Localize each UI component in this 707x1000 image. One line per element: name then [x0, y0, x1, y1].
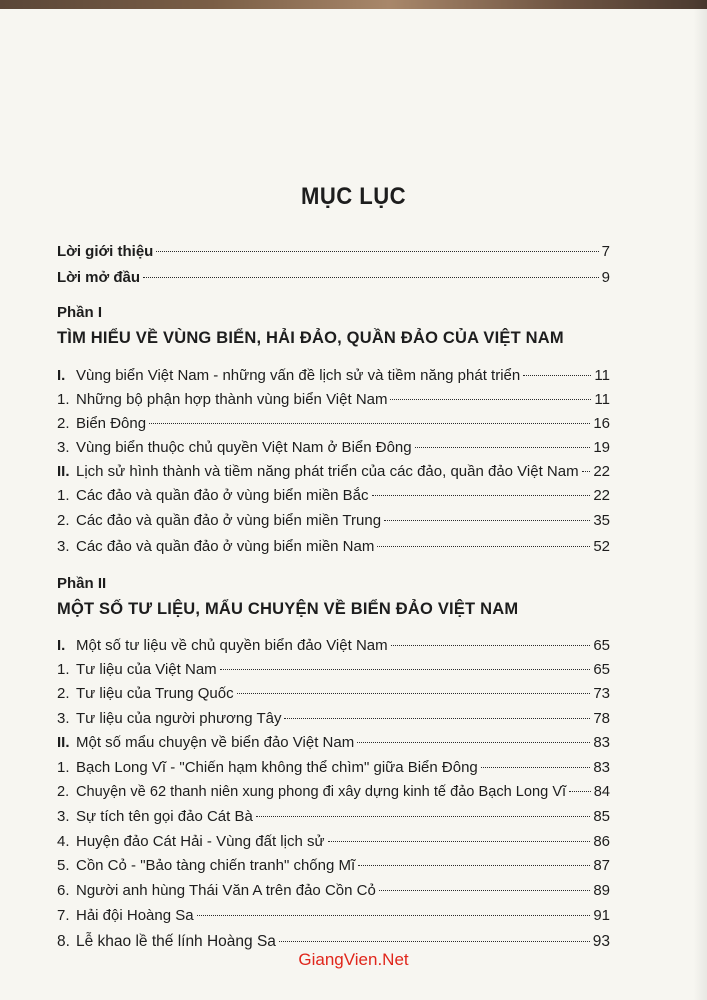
dot-leader: [284, 718, 590, 719]
toc-entry[interactable]: [57, 880, 610, 902]
toc-entry[interactable]: [57, 389, 610, 411]
page-number: 22: [593, 487, 610, 504]
entry-text: Tư liệu của người phương Tây: [76, 710, 282, 727]
dot-leader: [279, 941, 590, 942]
dot-leader: [328, 841, 591, 842]
page-number: 22: [593, 463, 610, 480]
entry-number: 7.: [57, 907, 70, 924]
entry-text: Hải đội Hoàng Sa: [76, 907, 194, 924]
entry-number: 1.: [57, 487, 70, 504]
entry-text: Lời giới thiệu: [57, 243, 154, 260]
dot-leader: [390, 399, 591, 400]
watermark: GiangVien.Net: [298, 950, 409, 969]
entry-text: Tư liệu của Việt Nam: [76, 661, 217, 678]
toc-entry[interactable]: [57, 806, 610, 828]
dot-leader: [197, 915, 591, 916]
dot-leader: [372, 495, 591, 496]
toc-title: MỤC LỤC: [300, 183, 407, 210]
page-number: 9: [601, 269, 610, 286]
entry-number: 6.: [57, 882, 70, 899]
dot-leader: [523, 375, 591, 376]
page-number: 7: [601, 243, 610, 260]
entry-text: Một số tư liệu về chủ quyền biển đảo Việt Nam: [76, 637, 388, 654]
dot-leader: [415, 447, 591, 448]
page-number: 73: [593, 685, 610, 702]
entry-number: 3.: [57, 439, 70, 456]
entry-text: Các đảo và quần đảo ở vùng biển miền Bắc: [76, 487, 369, 504]
part2-title: MỘT SỐ TƯ LIỆU, MẨU CHUYỆN VỀ BIỂN ĐẢO VIỆT NAM: [57, 600, 519, 618]
page-number: 65: [593, 637, 610, 654]
toc-entry-preface[interactable]: [57, 267, 610, 289]
toc-entry-intro[interactable]: [57, 241, 610, 263]
dot-leader: [156, 251, 598, 252]
entry-text: Lịch sử hình thành và tiềm năng phát triển của các đảo, quần đảo Việt Nam: [76, 463, 579, 480]
dot-leader: [237, 693, 591, 694]
dot-leader: [149, 423, 590, 424]
entry-number: 2.: [57, 415, 70, 432]
dot-leader: [256, 816, 590, 817]
toc-entry[interactable]: [57, 831, 610, 853]
toc-entry[interactable]: [57, 437, 610, 459]
entry-text: Lời mở đầu: [57, 269, 140, 286]
page-number: 16: [593, 415, 610, 432]
page-number: 84: [593, 784, 610, 800]
entry-text: Huyện đảo Cát Hải - Vùng đất lịch sử: [76, 833, 325, 850]
entry-text: Một số mẩu chuyện về biển đảo Việt Nam: [76, 734, 355, 751]
toc-entry[interactable]: [57, 905, 610, 927]
toc-entry[interactable]: [57, 536, 610, 558]
entry-number: 8.: [57, 933, 70, 950]
page-number: 52: [593, 538, 610, 555]
page-number: 83: [593, 734, 610, 751]
entry-number: 1.: [57, 759, 70, 776]
page-number: 91: [593, 907, 610, 924]
entry-number: I.: [57, 637, 66, 654]
page-number: 85: [593, 808, 610, 825]
page-number: 11: [594, 391, 610, 408]
dot-leader: [220, 669, 591, 670]
toc-entry[interactable]: [57, 683, 610, 705]
dot-leader: [481, 767, 591, 768]
page-number: 35: [593, 512, 610, 529]
photo-top-edge: [0, 0, 707, 9]
entry-number: II.: [57, 463, 70, 480]
page-number: 11: [594, 367, 610, 384]
toc-entry[interactable]: [57, 659, 610, 681]
page-number: 93: [592, 933, 610, 950]
entry-number: 2.: [57, 784, 70, 800]
page-number: 87: [593, 857, 610, 874]
page-number: 89: [593, 882, 610, 899]
entry-number: 4.: [57, 833, 70, 850]
entry-number: 5.: [57, 857, 70, 874]
part2-label: Phần II: [57, 575, 107, 592]
dot-leader: [569, 791, 591, 792]
dot-leader: [377, 546, 590, 547]
entry-text: Người anh hùng Thái Văn A trên đảo Cồn Cỏ: [76, 882, 376, 899]
toc-entry[interactable]: [57, 485, 610, 507]
dot-leader: [358, 865, 590, 866]
toc-entry[interactable]: [57, 708, 610, 730]
toc-entry[interactable]: [57, 510, 610, 532]
entry-number: 1.: [57, 661, 70, 678]
dot-leader: [391, 645, 591, 646]
entry-text: Cồn Cỏ - "Bảo tàng chiến tranh" chống Mĩ: [76, 857, 356, 874]
toc-entry[interactable]: [57, 365, 610, 387]
dot-leader: [143, 277, 599, 278]
dot-leader: [357, 742, 590, 743]
entry-text: Những bộ phận hợp thành vùng biển Việt Nam: [76, 391, 388, 408]
dot-leader: [582, 471, 591, 472]
page-number: 83: [593, 759, 610, 776]
part1-title: TÌM HIỂU VỀ VÙNG BIỂN, HẢI ĐẢO, QUẦN ĐẢO CỦA VIỆT NAM: [57, 329, 564, 347]
dot-leader: [379, 890, 591, 891]
toc-entry[interactable]: [57, 732, 610, 754]
entry-number: 3.: [57, 710, 70, 727]
entry-number: 2.: [57, 512, 70, 529]
page-number: 86: [593, 833, 610, 850]
entry-text: Biển Đông: [76, 415, 147, 432]
toc-entry[interactable]: [57, 855, 610, 877]
dot-leader: [384, 520, 590, 521]
entry-text: Chuyện về 62 thanh niên xung phong đi xây dựng kinh tế đảo Bạch Long Vĩ: [76, 784, 567, 800]
toc-entry[interactable]: [57, 461, 610, 483]
entry-number: 2.: [57, 685, 70, 702]
entry-text: Vùng biển thuộc chủ quyền Việt Nam ở Biển Đông: [76, 439, 412, 456]
page-edge-shadow: [693, 0, 707, 1000]
entry-text: Bạch Long Vĩ - "Chiến hạm không thể chìm" giữa Biển Đông: [76, 759, 478, 776]
entry-number: 3.: [57, 808, 70, 825]
entry-text: Lễ khao lề thế lính Hoàng Sa: [76, 933, 276, 950]
toc-entry[interactable]: [57, 413, 610, 435]
toc-entry[interactable]: [57, 757, 610, 779]
page-number: 78: [593, 710, 610, 727]
entry-number: 3.: [57, 538, 70, 555]
entry-text: Tư liệu của Trung Quốc: [76, 685, 234, 702]
entry-text: Các đảo và quần đảo ở vùng biển miền Nam: [76, 538, 375, 555]
toc-entry[interactable]: [57, 635, 610, 657]
entry-text: Các đảo và quần đảo ở vùng biển miền Trung: [76, 512, 382, 529]
entry-number: II.: [57, 734, 70, 751]
part1-label: Phần I: [57, 304, 103, 321]
entry-text: Vùng biển Việt Nam - những vấn đề lịch sử và tiềm năng phát triển: [76, 367, 521, 384]
entry-number: 1.: [57, 391, 70, 408]
page-number: 19: [593, 439, 610, 456]
entry-text: Sự tích tên gọi đảo Cát Bà: [76, 808, 253, 825]
page-number: 65: [593, 661, 610, 678]
entry-number: I.: [57, 367, 66, 384]
toc-entry[interactable]: [57, 781, 610, 803]
